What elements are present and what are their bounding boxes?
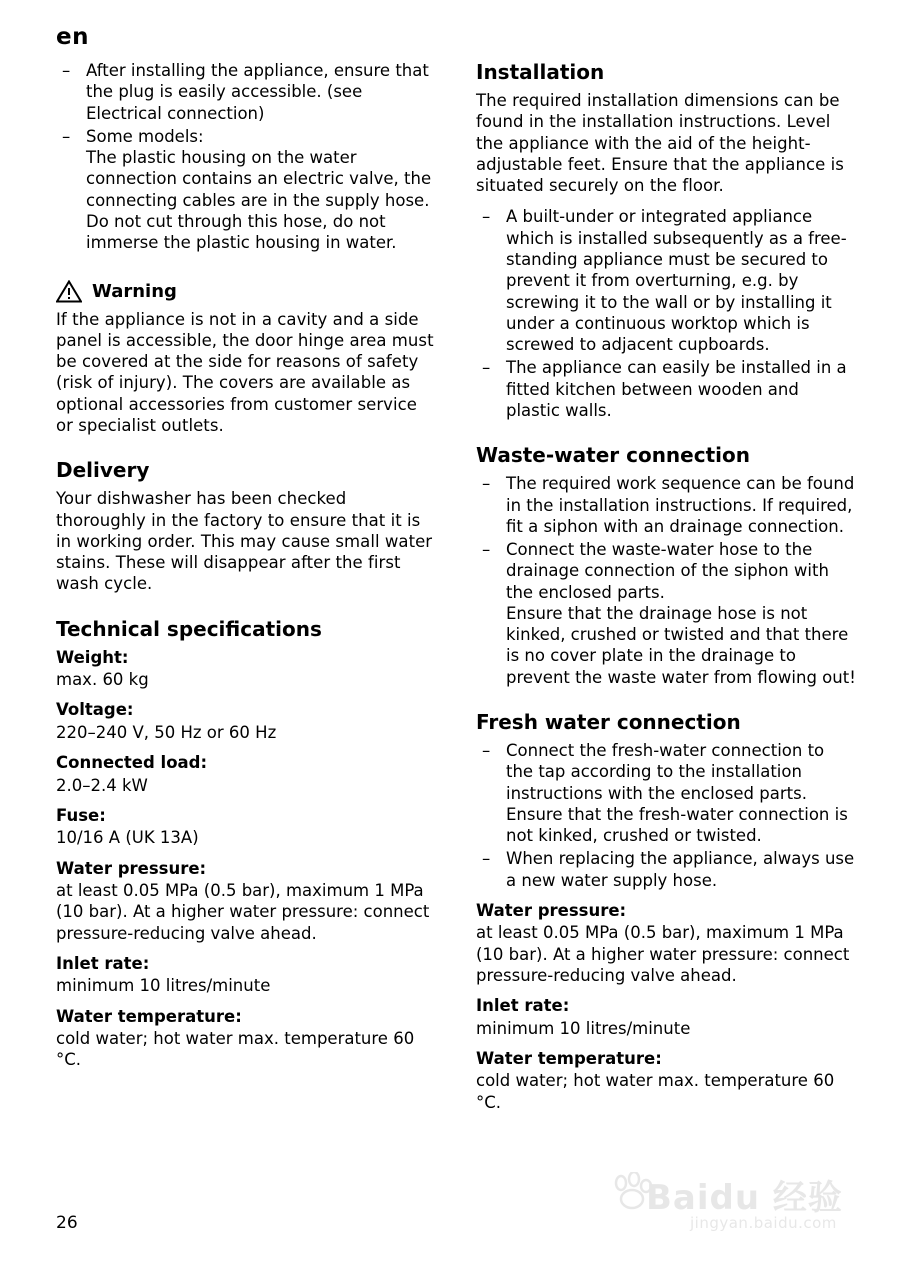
list-item-text: Some models: [86, 126, 204, 146]
list-item [476, 848, 856, 891]
right-column [476, 60, 856, 1113]
dash-bullet: – [482, 741, 491, 761]
spec-term: Connected load: [56, 753, 208, 773]
two-column-body [56, 60, 856, 1113]
list-item [476, 206, 856, 355]
heading-installation: Installation [476, 60, 605, 84]
fresh-water-list [476, 740, 856, 891]
left-column [56, 60, 436, 1113]
list-item [476, 539, 856, 688]
list-item-text: Connect the waste-water hose to the drainage connection of the siphon with the enclosed parts. [506, 540, 829, 602]
list-item [476, 473, 856, 537]
dash-bullet: – [482, 540, 491, 560]
list-item-text: The appliance can easily be installed in a fitted kitchen between wooden and plastic walls. [506, 358, 847, 420]
spec-term: Water pressure: [56, 858, 207, 878]
watermark [612, 1162, 862, 1242]
spec-value: at least 0.05 MPa (0.5 bar), maximum 1 MPa (10 bar). At a higher water pressure: connect pressure-reducing valve ahead. [56, 880, 430, 943]
spec-value: max. 60 kg [56, 670, 149, 690]
spec-term: Inlet rate: [56, 953, 150, 973]
list-item-text: After installing the appliance, ensure that the plug is easily accessible. (see Electrical connection) [86, 61, 429, 123]
paw-icon [612, 1172, 652, 1210]
list-item-text: A built-under or integrated appliance which is installed subsequently as a free-standing appliance must be secured to prevent it from overturning, e.g. by screwing it to the wall or by installing it under a continuous worktop which is screwed to adjacent cupboards. [506, 207, 847, 355]
spec-value: 10/16 A (UK 13A) [56, 828, 199, 848]
spec-term: Inlet rate: [476, 996, 570, 1016]
installation-list [476, 206, 856, 421]
page-number: 26 [56, 1213, 78, 1233]
installation-intro: The required installation dimensions can be found in the installation instructions. Level the appliance with the aid of the height-adjustable feet. Ensure that the appliance is situated securely on the floor. [476, 91, 844, 196]
spec-term: Water temperature: [476, 1049, 662, 1068]
fresh-water-spec-list [476, 900, 856, 1113]
spec-value: cold water; hot water max. temperature 60 °C. [56, 1028, 415, 1070]
list-item-text: Connect the fresh-water connection to the tap according to the installation instructions with the enclosed parts. [506, 741, 825, 803]
warning-header [56, 280, 436, 303]
spec-term: Water temperature: [56, 1006, 242, 1026]
language-header: en [56, 24, 89, 50]
list-item-subtext: The plastic housing on the water connection contains an electric valve, the connecting cables are in the supply hose. Do not cut through this hose, do not immerse the plastic housing in water. [86, 148, 432, 253]
dash-bullet: – [62, 61, 71, 80]
warning-text: If the appliance is not in a cavity and a side panel is accessible, the door hinge area must be covered at the side for reasons of safety (risk of injury). The covers are available as optional accessories from customer service or specialist outlets. [56, 309, 434, 435]
heading-delivery: Delivery [56, 458, 150, 483]
list-item [56, 60, 436, 124]
spec-term: Weight: [56, 647, 129, 667]
list-item [476, 357, 856, 421]
watermark-brand: Baidu 经验 [646, 1178, 843, 1218]
warning-block [56, 280, 436, 437]
warning-triangle-icon [56, 280, 82, 303]
heading-waste-water-connection: Waste-water connection [476, 443, 750, 468]
dash-bullet: – [62, 126, 71, 146]
list-item-text: The required work sequence can be found in the installation instructions. If required, fit a siphon with an drainage connection. [506, 474, 855, 536]
spec-value: minimum 10 litres/minute [56, 976, 271, 996]
dash-bullet: – [482, 358, 491, 378]
list-item [476, 740, 856, 846]
list-item-text: When replacing the appliance, always use a new water supply hose. [506, 849, 855, 890]
waste-water-list [476, 473, 856, 688]
spec-value: minimum 10 litres/minute [476, 1018, 691, 1038]
spec-value: cold water; hot water max. temperature 60 °C. [476, 1071, 835, 1112]
dash-bullet: – [482, 207, 491, 227]
dash-bullet: – [482, 474, 491, 494]
spec-value: at least 0.05 MPa (0.5 bar), maximum 1 MPa (10 bar). At a higher water pressure: connect pressure-reducing valve ahead. [476, 923, 850, 985]
spec-value: 220–240 V, 50 Hz or 60 Hz [56, 722, 277, 742]
spec-list [56, 647, 436, 1071]
warning-label: Warning [92, 280, 177, 302]
watermark-url: jingyan.baidu.com [690, 1214, 837, 1232]
heading-fresh-water-connection: Fresh water connection [476, 710, 741, 735]
list-item-subtext: Ensure that the fresh-water connection is not kinked, crushed or twisted. [506, 804, 848, 846]
list-item [56, 126, 436, 254]
dash-bullet: – [482, 849, 491, 869]
left-top-list [56, 60, 436, 254]
spec-term: Water pressure: [476, 901, 627, 920]
delivery-text: Your dishwasher has been checked thoroughly in the factory to ensure that it is in working order. This may cause small water stains. These will disappear after the first wash cycle. [56, 489, 433, 594]
heading-technical-specifications: Technical specifications [56, 616, 322, 641]
spec-value: 2.0–2.4 kW [56, 775, 148, 795]
spec-term: Voltage: [56, 700, 134, 720]
list-item-subtext: Ensure that the drainage hose is not kinked, crushed or twisted and that there is no cover plate in the drainage to prevent the waste water from flowing out! [506, 603, 856, 687]
spec-term: Fuse: [56, 805, 106, 825]
